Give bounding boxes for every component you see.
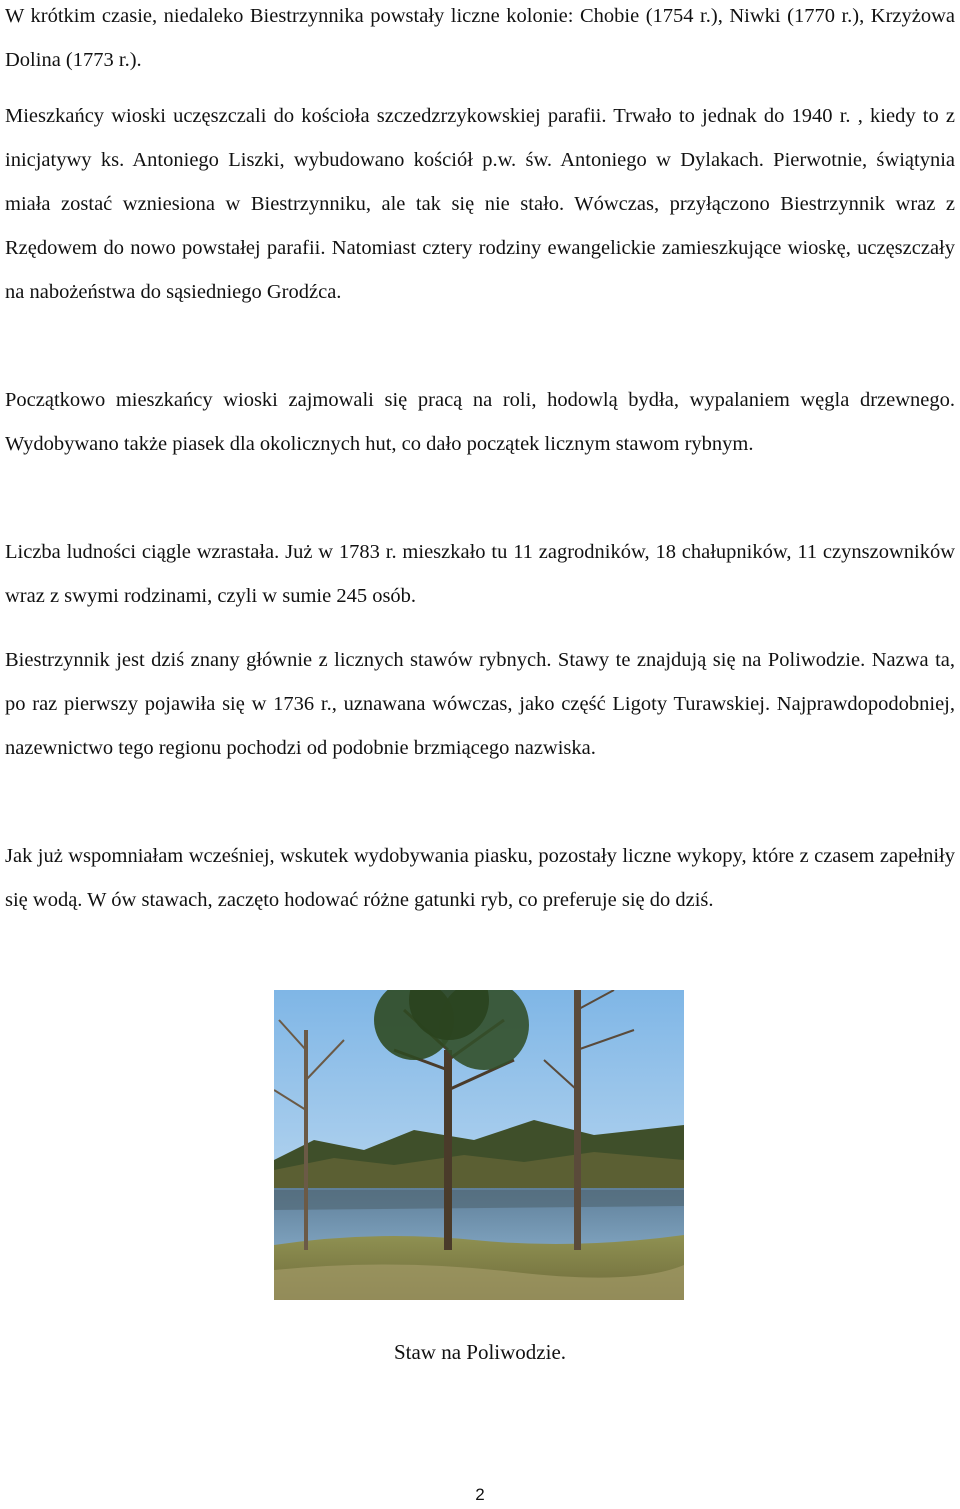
paragraph-occupations: Początkowo mieszkańcy wioski zajmowali się pracą na roli, hodowlą bydła, wypalaniem węgla drzewnego. Wydobywano także piasek dla okolicznych hut, co dało początek licznym stawom rybnym. (5, 389, 955, 455)
paragraph-excavations: Jak już wspomniałam wcześniej, wskutek wydobywania piasku, pozostały liczne wykopy, które z czasem zapełniły się wodą. W ów stawach, zaczęto hodować różne gatunki ryb, co preferuje się do dziś. (5, 845, 955, 911)
paragraph-population: Liczba ludności ciągle wzrastała. Już w 1783 r. mieszkało tu 11 zagrodników, 18 chałupników, 11 czynszowników wraz z swymi rodzinami, czyli w sumie 245 osób. (5, 541, 955, 607)
paragraph-parish: Mieszkańcy wioski uczęszczali do kościoła szczedzrzykowskiej parafii. Trwało to jednak do 1940 r. , kiedy to z inicjatywy ks. Antoniego Liszki, wybudowano kościół p.w. św. Antoniego w Dylakach. Pierwotnie, świątynia miała zostać wzniesiona w Biestrzynniku, ale tak się nie stało. Wówczas, przyłączono Biestrzynnik wraz z Rzędowem do nowo powstałej parafii. Natomiast cztery rodziny ewangelickie zamieszkujące wioskę, uczęszczały na nabożeństwa do sąsiedniego Grodźca. (5, 105, 955, 303)
page-number: 2 (475, 1485, 485, 1504)
paragraph-colonies: W krótkim czasie, niedaleko Biestrzynnika powstały liczne kolonie: Chobie (1754 r.), Niwki (1770 r.), Krzyżowa Dolina (1773 r.). (5, 5, 955, 71)
paragraph-ponds: Biestrzynnik jest dziś znany głównie z licznych stawów rybnych. Stawy te znajdują się na Poliwodzie. Nazwa ta, po raz pierwszy pojawiła się w 1736 r., uznawana wówczas, jako część Ligoty Turawskiej. Najprawdopodobniej, nazewnictwo tego regionu pochodzi od podobnie brzmiącego nazwiska. (5, 649, 955, 759)
figure-caption: Staw na Poliwodzie. (393, 1340, 567, 1364)
pond-photo (274, 990, 684, 1300)
